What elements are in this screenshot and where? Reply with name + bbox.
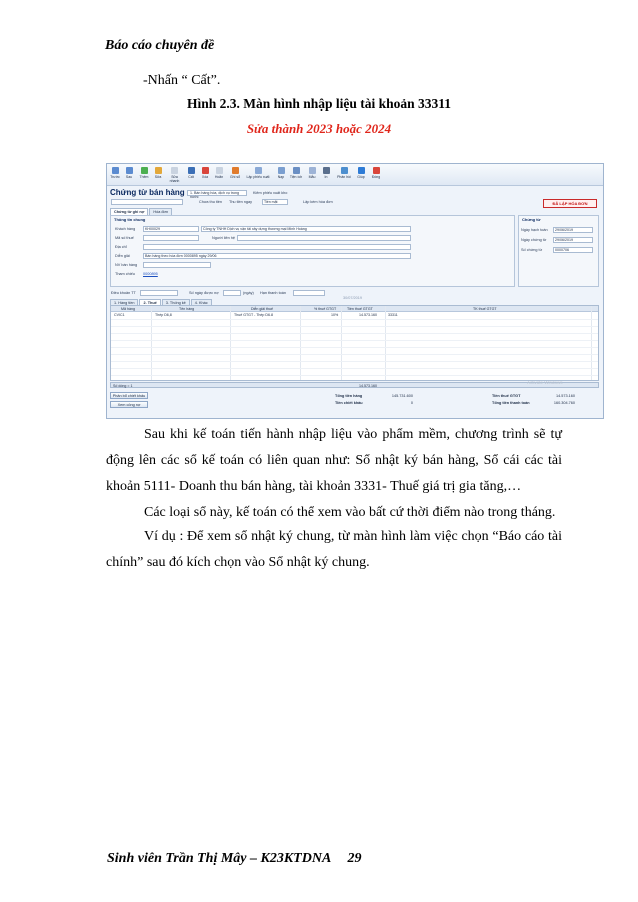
cell-item-code[interactable]: CVIC1 [114, 313, 125, 317]
payment-terms-label: Điều khoản TT [111, 291, 136, 295]
address-input[interactable] [143, 244, 411, 250]
col-vat-rate[interactable]: % thuế GTGT [314, 307, 337, 311]
undo-icon [216, 167, 223, 174]
instruction-bullet: -Nhấn “ Cất”. [143, 73, 221, 88]
pencil-icon [155, 167, 162, 174]
customer-name-input[interactable]: Công ty TNHH Dịch vụ vận tải xây dựng thương mại Minh Hoàng [201, 226, 411, 232]
col-vat-amount[interactable]: Tiền thuế GTGT [347, 307, 373, 311]
posting-date-label: Ngày hạch toán [521, 228, 548, 232]
tab-other[interactable]: 4. Khác [191, 299, 212, 306]
grid-row-line [111, 340, 598, 341]
voucher-number-input[interactable]: 0000706 [553, 247, 593, 253]
voucher-number-label: Số chứng từ [521, 248, 543, 252]
footer-author: Sinh viên Trần Thị Mây – K23KTDNA [107, 851, 331, 866]
sale-type-select[interactable]: 1. Bán hàng hóa, dịch vụ trong nước [187, 190, 247, 196]
total-goods-label: Tổng tiền hàng [335, 394, 363, 398]
paragraph-auto-ledger: Sau khi kế toán tiến hành nhập liệu vào phẩm mềm, chương trình sẽ tự động lên các sổ kế toán có liên quan như: Sổ nhật ký bán hàng, Sổ cái các tài khoản 5111- Doanh thu bán hàng, tài khoản 3331- Thuế giá trị gia tăng,… [106, 427, 562, 494]
vat-total-label: Tiền thuế GTGT [492, 394, 521, 398]
voucher-date-input[interactable]: 29/06/2019 [553, 237, 593, 243]
total-goods-value: 145.731.600 [391, 394, 413, 398]
grid-row-line [111, 333, 598, 334]
description-input[interactable]: Bán hàng theo hóa đơn 0000895 ngày 29/06 [143, 253, 411, 259]
tab-invoice[interactable]: Hóa đơn [149, 208, 172, 215]
cell-tax-desc[interactable]: Thuế GTGT - Thép D6.8 [234, 313, 274, 317]
cell-vat-rate[interactable]: 10% [331, 313, 339, 317]
posting-date-input[interactable]: 29/06/2019 [553, 227, 593, 233]
credit-days-input[interactable] [223, 290, 241, 296]
close-icon [373, 167, 380, 174]
arrow-right-icon [126, 167, 133, 174]
toolbar-issue-note-button[interactable]: Lập phiếu xuất [245, 166, 271, 184]
revision-note: Sửa thành 2023 hoặc 2024 [246, 121, 392, 136]
discount-value: 0 [410, 401, 413, 405]
view-debt-button[interactable]: Xem công nợ [110, 401, 148, 408]
template-icon [309, 167, 316, 174]
form-title: Chứng từ bán hàng [110, 188, 185, 197]
description-label: Diễn giải [115, 254, 130, 258]
toolbar-utilities-button[interactable]: Tiện ích [289, 166, 303, 184]
delete-icon [202, 167, 209, 174]
tab-tax[interactable]: 2. Thuế [139, 299, 160, 306]
table-row[interactable] [111, 312, 598, 319]
help-icon [358, 167, 365, 174]
toolbar-help-button[interactable]: Giúp [355, 166, 367, 184]
salesperson-label: NV bán hàng [115, 263, 138, 267]
voucher-subtabs [110, 208, 173, 215]
option-with-invoice[interactable]: Lập kèm hóa đơn [303, 200, 333, 204]
sales-voucher-screenshot [106, 163, 604, 419]
option-unpaid[interactable]: Chưa thu tiền [199, 200, 223, 204]
grid-row-line [111, 347, 598, 348]
grid-row-line [111, 361, 598, 362]
due-date-value: 30/07/2019 [343, 296, 363, 300]
col-item-name[interactable]: Tên hàng [179, 307, 195, 311]
save-icon [188, 167, 195, 174]
voucher-group-title: Chứng từ [522, 217, 541, 222]
tax-code-label: Mã số thuế [115, 236, 134, 240]
payment-terms-input[interactable] [140, 290, 178, 296]
toolbar-prev-button[interactable]: Trước [109, 166, 121, 184]
toolbar-print-button[interactable]: In [320, 166, 332, 184]
grid-total: 14.573.160 [359, 384, 377, 388]
row-count: Số dòng = 1 [113, 384, 133, 388]
printer-icon [323, 167, 330, 174]
tab-goods[interactable]: 1. Hàng tiền [110, 299, 138, 306]
contact-input[interactable] [237, 235, 411, 241]
contact-label: Người liên hệ [212, 236, 235, 240]
page-number: 29 [347, 851, 362, 866]
voucher-date-label: Ngày chứng từ [521, 238, 547, 242]
toolbar-edit-button[interactable]: Sửa [152, 166, 164, 184]
arrow-left-icon [112, 167, 119, 174]
allocate-discount-button[interactable]: Phân bổ chiết khấu [110, 392, 148, 399]
load-icon [278, 167, 285, 174]
toolbar-delete-button[interactable]: Xóa [199, 166, 211, 184]
toolbar-load-button[interactable]: Nạp [275, 166, 287, 184]
col-vat-account[interactable]: TK thuế GTGT [473, 307, 497, 311]
toolbar-add-button[interactable]: Thêm [138, 166, 150, 184]
col-item-code[interactable]: Mã hàng [121, 307, 135, 311]
tab-statistics[interactable]: 3. Thống kê [162, 299, 190, 306]
cell-item-name[interactable]: Thép D6,8 [155, 313, 172, 317]
cell-vat-amount[interactable]: 14.573.160 [359, 313, 377, 317]
feedback-icon [341, 167, 348, 174]
customer-code-input[interactable]: KH00029 [143, 226, 199, 232]
cell-vat-account[interactable]: 33311 [388, 313, 398, 317]
tools-icon [293, 167, 300, 174]
quick-edit-icon [171, 167, 178, 174]
col-tax-desc[interactable]: Diễn giải thuế [251, 307, 273, 311]
post-icon [232, 167, 239, 174]
toolbar [107, 164, 603, 186]
credit-days-label: Số ngày được nợ [189, 291, 219, 295]
toolbar-undo-button[interactable]: Hoãn [213, 166, 225, 184]
grid-row-line [111, 354, 598, 355]
general-info-title: Thông tin chung [114, 217, 146, 222]
activation-watermark: Activate Windows [527, 380, 563, 385]
credit-days-unit: (ngày) [243, 291, 254, 295]
report-header-title: Báo cáo chuyên đề [105, 38, 215, 53]
toolbar-close-button[interactable]: Đóng [370, 166, 382, 184]
document-icon [255, 167, 262, 174]
due-date-input[interactable] [293, 290, 325, 296]
option-paid[interactable]: Thu tiền ngay [229, 200, 253, 204]
export-checkbox-label[interactable]: Kiêm phiếu xuất kho [253, 191, 288, 195]
grid-row-line [111, 319, 598, 320]
reference-link[interactable]: 0000895 [143, 272, 158, 276]
toolbar-feedback-button[interactable]: Phản hồi [336, 166, 352, 184]
grand-total-label: Tổng tiền thanh toán [492, 401, 530, 405]
page-footer [107, 851, 362, 867]
vat-total-value: 14.573.160 [555, 394, 575, 398]
reference-label: Tham chiếu [115, 272, 135, 276]
payment-mode-select[interactable]: Tiền mặt [262, 199, 288, 205]
tax-grid [110, 305, 599, 381]
customer-label: Khách hàng [115, 227, 136, 231]
paragraph-view-anytime: Các loại sổ này, kế toán có thể xem vào bất cứ thời điểm nào trong tháng. [144, 505, 556, 520]
toolbar-template-button[interactable]: Mẫu [306, 166, 318, 184]
toolbar-next-button[interactable]: Sau [123, 166, 135, 184]
plus-icon [141, 167, 148, 174]
discount-label: Tiền chiết khấu [335, 401, 363, 405]
due-date-label: Hạn thanh toán [260, 291, 286, 295]
toolbar-quick-edit-button[interactable]: Sửa nhanh [167, 166, 182, 184]
tax-code-input[interactable] [143, 235, 199, 241]
grid-row-line [111, 375, 598, 376]
grid-row-line [111, 368, 598, 369]
toolbar-post-button[interactable]: Ghi sổ [228, 166, 242, 184]
salesperson-input[interactable] [143, 262, 211, 268]
figure-caption: Hình 2.3. Màn hình nhập liệu tài khoản 33311 [186, 96, 452, 111]
grid-row-line [111, 326, 598, 327]
invoice-status-button[interactable]: ĐÃ LẬP HÓA ĐƠN [543, 199, 597, 208]
tab-debit-voucher[interactable]: Chứng từ ghi nợ [110, 208, 148, 215]
address-label: Địa chỉ [115, 245, 127, 249]
search-voucher-input[interactable] [111, 199, 183, 205]
grand-total-value: 160.304.760 [553, 401, 575, 405]
toolbar-save-button[interactable]: Cất [185, 166, 197, 184]
grid-summary-row [110, 382, 599, 388]
paragraph-example: Ví dụ : Để xem sổ nhật ký chung, từ màn hình làm việc chọn “Báo cáo tài chính” sau đó kích chọn vào Sổ nhật ký chung. [106, 529, 562, 570]
